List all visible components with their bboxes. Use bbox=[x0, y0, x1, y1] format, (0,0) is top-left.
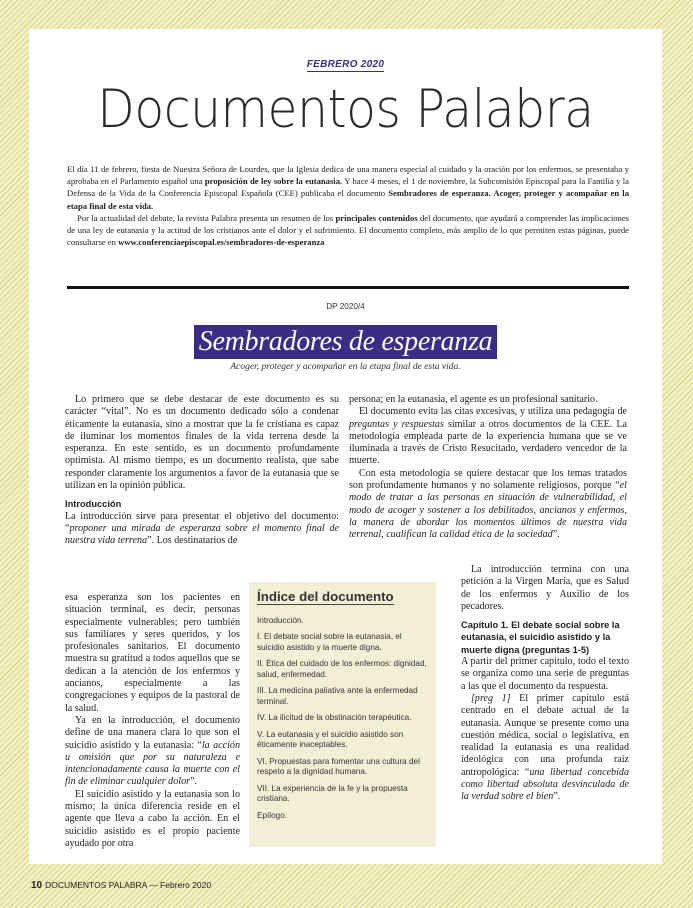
index-item: VI. Propuestas para fomentar una cultura del respeto a la dignidad humana. bbox=[257, 756, 420, 777]
paragraph: La introducción termina con una petición a la Virgen María, que es Salud de los enfermos y Auxilio de los pecadores. bbox=[461, 564, 629, 612]
section-heading: Introducción bbox=[65, 499, 122, 510]
intro-text: El día 11 de febrero, fiesta de Nuestra Señora de Lourdes, que la Iglesia dedica de una manera especial al cuidado y la oración por los enfermos, se presentaba y aprobaba en el Parlamento español una proposición de ley sobre la eutanasia. Y hace 4 meses, el 1 de noviembre, la Subcomisión Episcopal para la Familia y la Defensa de la Vida de la Conferencia Episcopal Española (CEE) publicaba el documento Sembradores de esperanza. Acoger, proteger y acompañar en la etapa final de esta vida. Por la actualidad del debate, la revista Palabra presenta un resumen de los principales contenidos del documento, que ayudará a comprender las implicaciones de una ley de eutanasia y la actitud de los cristianos ante el dolor y el sufrimiento. El documento completo, más amplio de lo que permiten estas páginas, puede consultarse en www.conferenciaepiscopal.es/sembradores-de-esperanza bbox=[67, 164, 630, 248]
index-list bbox=[257, 616, 429, 827]
index-item: I. El debate social sobre la eutanasia, el suicidio asistido y la muerte digna. bbox=[257, 632, 402, 652]
index-title: Índice del documento bbox=[257, 589, 394, 604]
column-1 bbox=[65, 394, 339, 548]
page-number: 10 bbox=[31, 880, 43, 891]
chapter-heading: Capítulo 1. El debate social sobre la eutanasia, el suicidio asistido y la muerte digna (preguntas 1-5) bbox=[461, 620, 620, 655]
paragraph: Ya en la introducción, el documento define de una manera clara lo que son el suicidio asistido y la eutanasia: “la acción u omisión que por su naturaleza e intencionadamente causa la muerte con el fin de eliminar cualquier dolor”. bbox=[65, 714, 241, 788]
issue-kicker: FEBRERO 2020 bbox=[306, 59, 385, 70]
column-1-narrow bbox=[65, 592, 240, 850]
footer-text: DOCUMENTOS PALABRA — Febrero 2020 bbox=[45, 880, 212, 890]
paragraph: Con esta metodología se quiere destacar que los temas tratados son profundamente humanos y no solamente religiosos, porque “el modo de tratar a las personas en situación de vulnerabilidad, el modo de acoger y sostener a los debilitados, ancianos y enfermos, la manera de abordar los momentos últimos de nuestra vida terrenal, cualifican la calidad ética de la sociedad”. bbox=[349, 467, 627, 541]
document-title: Sembradores de esperanza bbox=[194, 325, 498, 359]
magazine-title: Documentos Palabra bbox=[97, 79, 594, 140]
document-label: DP 2020/4 bbox=[326, 302, 365, 311]
paragraph: [preg 1] El primer capítulo está centrado en el debate actual de la eutanasia. Aunque se presente como una cuestión médica, social o legislativa, en realidad la eutanasia es una realidad ideológica con una profunda raíz antropológica: “una libertad concebida como libertad absoluta desvinculada de la verdad sobre el bien”. bbox=[461, 692, 629, 803]
paragraph: El documento evita las citas excesivas, y utiliza una pedagogía de preguntas y respuestas similar a otros documentos de la CEE. La metodología empleada parte de la experiencia humana que se ve iluminada a través de Cristo Resucitado, verdadero vencedor de la muerte. bbox=[349, 406, 627, 467]
index-item: II. Ética del cuidado de los enfermos: dignidad, salud, enfermedad. bbox=[257, 659, 427, 679]
index-item: IV. La ilicitud de la obstinación terapéutica. bbox=[257, 713, 412, 723]
page-footer bbox=[31, 880, 211, 891]
paragraph: La introducción sirve para presentar el objetivo del documento: “proponer una mirada de esperanza sobre el momento final de nuestra vida terrena”. Los destinatarios de bbox=[65, 510, 339, 547]
index-item: III. La medicina paliativa ante la enfermedad terminal. bbox=[257, 686, 418, 706]
paragraph: El suicidio asistido y la eutanasia son lo mismo; la única diferencia reside en el agente que lleva a cabo la acción. En el suicidio asistido es el propio paciente ayudado por otra bbox=[65, 788, 240, 849]
index-item: VII. La experiencia de la fe y la propuesta cristiana. bbox=[257, 783, 408, 804]
column-2 bbox=[349, 394, 627, 542]
document-url-link[interactable]: www.conferenciaepiscopal.es/sembradores-de-esperanza bbox=[118, 237, 325, 248]
paragraph: esa esperanza son los pacientes en situación terminal, es decir, personas especialmente vulnerables; pero también sus familiares y seres queridos, y los profesionales sanitarios. El documento muestra su gratitud a todos aquellos que se dedican a la atención de los enfermos y ancianos, especialmente a las congregaciones y equipos de la pastoral de la salud. bbox=[65, 592, 240, 714]
index-item: Introducción. bbox=[257, 616, 304, 625]
paragraph: A partir del primer capítulo, todo el texto se organiza como una serie de preguntas a las que el documento da respuesta. bbox=[461, 656, 629, 692]
section-divider bbox=[67, 286, 629, 289]
document-index-box bbox=[249, 582, 436, 847]
document-subtitle: Acoger, proteger y acompañar en la etapa final de esta vida. bbox=[230, 362, 461, 372]
index-item: Epílogo. bbox=[257, 810, 288, 820]
paragraph: Lo primero que se debe destacar de este documento es su carácter “vital”. No es un documento dedicado sólo a condenar éticamente la eutanasia, sino a mostrar que la fe cristiana es capaz de iluminar los momentos finales de la vida terrena desde la esperanza. En este sentido, es un documento profundamente optimista. Al mismo tiempo, es un documento realista, que sabe responder claramente los argumentos a favor de la eutanasia que se utilizan en la opinión pública. bbox=[65, 394, 339, 492]
column-3 bbox=[461, 564, 629, 804]
paragraph: persona; en la eutanasia, el agente es un profesional sanitario. bbox=[349, 394, 598, 405]
page bbox=[29, 29, 662, 864]
index-item: V. La eutanasia y el suicidio asistido son éticamente inaceptables. bbox=[257, 729, 404, 750]
